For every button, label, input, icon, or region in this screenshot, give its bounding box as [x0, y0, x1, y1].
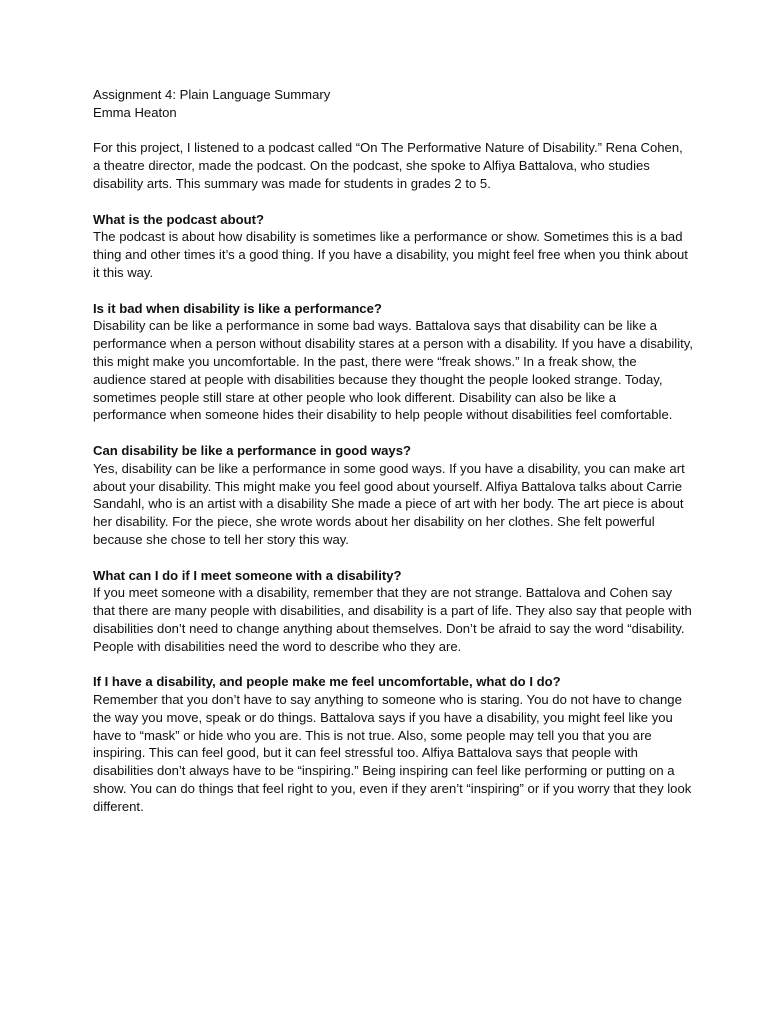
intro-paragraph: For this project, I listened to a podcast called “On The Performative Nature of Disability.” Rena Cohen, a theatre director, made the podcast. On the podcast, she spoke to Alfiya Battalova, who studies disability arts. This summary was made for students in grades 2 to 5. [93, 140, 683, 191]
section-good-performance [93, 442, 693, 549]
document-title: Assignment 4: Plain Language Summary [93, 87, 331, 102]
section-uncomfortable [93, 673, 693, 815]
section-body: Disability can be like a performance in some bad ways. Battalova says that disability can be like a performance when a person without disability stares at a person with a disability. If you have a disability, this might make you uncomfortable. In the past, there were “freak shows.” In a freak show, the audience stared at people with disabilities because they thought the people looked strange. Today, sometimes people still stare at other people who look different. Disability can also be like a performance when someone hides their disability to help people without disabilities feel comfortable. [93, 318, 693, 423]
section-body: The podcast is about how disability is sometimes like a performance or show. Sometimes this is a bad thing and other times it’s a good thing. If you have a disability, you might feel free when you think about it this way. [93, 229, 688, 280]
section-heading: What is the podcast about? [93, 211, 264, 227]
section-body: Remember that you don’t have to say anything to someone who is staring. You do not have to change the way you move, speak or do things. Battalova says if you have a disability, you might feel like you have to “mask” or hide who you are. This is not true. Also, some people may tell you that you are inspiring. This can feel good, but it can feel stressful too. Alfiya Battalova says that people with disabilities don’t always have to be “inspiring.” Being inspiring can feel like performing or putting on a show. You can do things that feel right to you, even if they aren’t “inspiring” or if you worry that they look different. [93, 692, 692, 814]
document-page [93, 86, 693, 816]
spacer [93, 122, 693, 140]
section-bad-performance [93, 300, 693, 425]
section-heading: If I have a disability, and people make me feel uncomfortable, what do I do? [93, 674, 561, 690]
document-author: Emma Heaton [93, 104, 177, 120]
section-heading: What can I do if I meet someone with a disability? [93, 567, 402, 583]
section-heading: Can disability be like a performance in good ways? [93, 442, 411, 458]
section-heading: Is it bad when disability is like a performance? [93, 300, 382, 316]
section-meet-someone [93, 567, 693, 656]
section-body: Yes, disability can be like a performance in some good ways. If you have a disability, you can make art about your disability. This might make you feel good about yourself. Alfiya Battalova talks about Carrie Sandahl, who is an artist with a disability She made a piece of art with her body. The art piece is about her disability. For the piece, she wrote words about her disability on her clothes. She felt powerful because she chose to tell her story this way. [93, 460, 685, 547]
section-body: If you meet someone with a disability, remember that they are not strange. Battalova and Cohen say that there are many people with disabilities, and disability is a part of life. They also say that people with disabilities don’t need to change anything about themselves. Don’t be afraid to say the word “disability. People with disabilities need the word to describe who they are. [93, 585, 692, 654]
section-podcast-about [93, 211, 693, 282]
